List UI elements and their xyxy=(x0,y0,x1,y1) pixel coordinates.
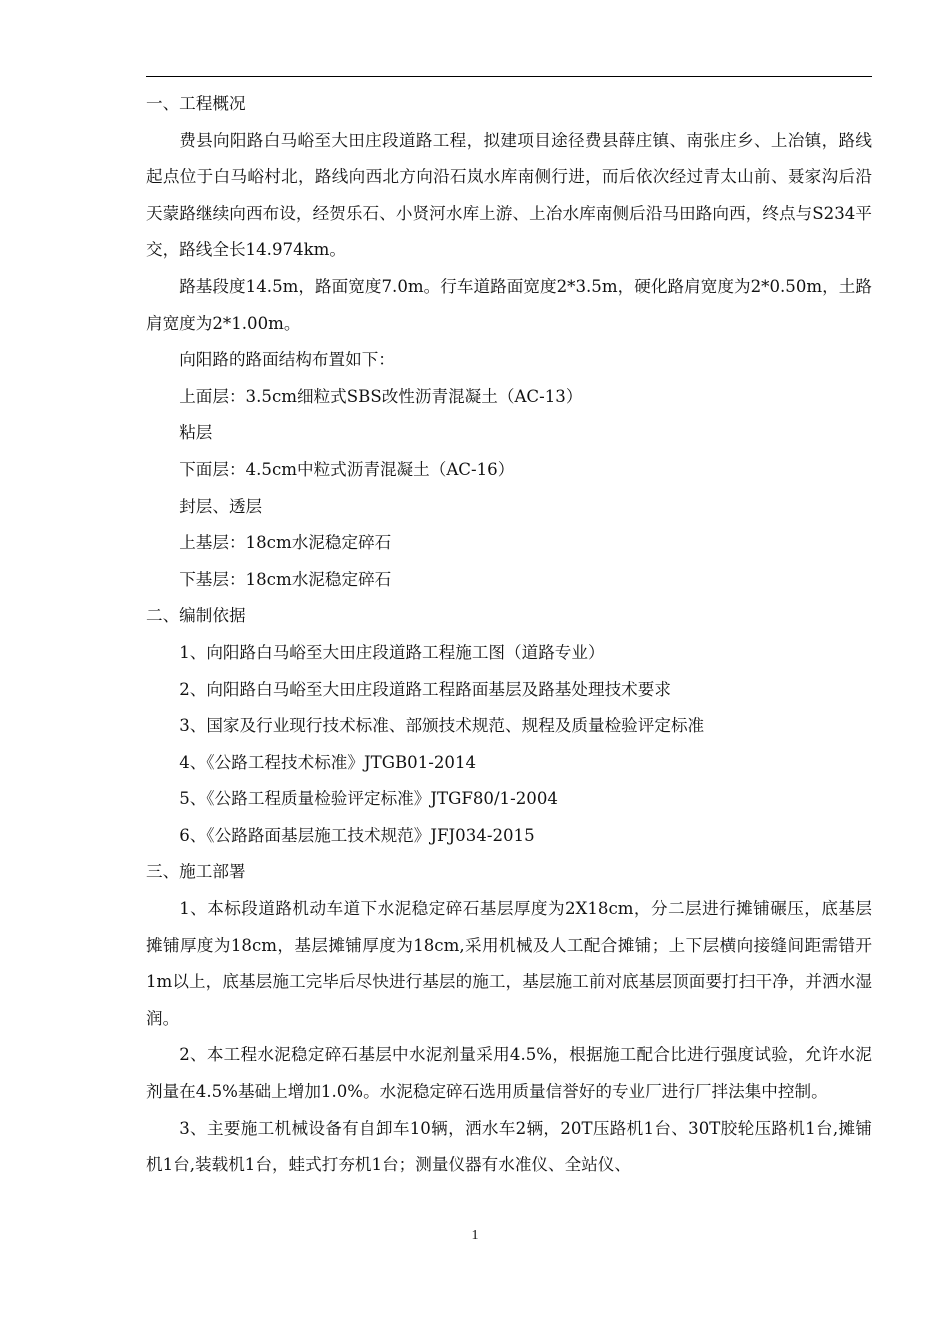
list-item: 1、向阳路白马峪至大田庄段道路工程施工图（道路专业） xyxy=(179,642,605,662)
list-item: 6、《公路路面基层施工技术规范》JFJ034-2015 xyxy=(179,825,535,845)
paragraph: 1、本标段道路机动车道下水泥稳定碎石基层厚度为2X18cm，分二层进行摊铺碾压，底基层摊铺厚度为18cm，基层摊铺厚度为18cm,采用机械及人工配合摊铺；上下层横向接缝间距需错开1m以上，底基层施工完毕后尽快进行基层的施工，基层施工前对底基层顶面要打扫干净，并洒水湿润。 xyxy=(146,899,872,1028)
paragraph: 路基段度14.5m，路面宽度7.0m。行车道路面宽度2*3.5m，硬化路肩宽度为2*0.50m，土路肩宽度为2*1.00m。 xyxy=(146,276,872,333)
paragraph: 上基层：18cm水泥稳定碎石 xyxy=(179,533,392,553)
document-body xyxy=(146,86,872,1184)
list-item: 4、《公路工程技术标准》JTGB01-2014 xyxy=(179,752,477,772)
section-heading-overview: 一、工程概况 xyxy=(146,94,246,113)
paragraph: 下基层：18cm水泥稳定碎石 xyxy=(179,569,392,589)
page-number: 1 xyxy=(471,1228,479,1243)
paragraph: 下面层：4.5cm中粒式沥青混凝土（AC-16） xyxy=(179,459,515,479)
list-item: 5、《公路工程质量检验评定标准》JTGF80/1-2004 xyxy=(179,789,558,809)
header-rule xyxy=(146,76,872,77)
paragraph: 向阳路的路面结构布置如下： xyxy=(179,350,395,370)
paragraph: 封层、透层 xyxy=(179,496,263,516)
paragraph: 粘层 xyxy=(179,423,213,443)
paragraph: 2、本工程水泥稳定碎石基层中水泥剂量采用4.5%，根据施工配合比进行强度试验，允许水泥剂量在4.5%基础上增加1.0%。水泥稳定碎石选用质量信誉好的专业厂进行厂拌法集中控制。 xyxy=(146,1045,872,1102)
section-heading-deployment: 三、施工部署 xyxy=(146,862,246,882)
list-item: 3、国家及行业现行技术标准、部颁技术规范、规程及质量检验评定标准 xyxy=(179,716,705,736)
paragraph: 上面层：3.5cm细粒式SBS改性沥青混凝土（AC-13） xyxy=(179,386,583,406)
paragraph: 费县向阳路白马峪至大田庄段道路工程，拟建项目途径费县薛庄镇、南张庄乡、上冶镇，路线起点位于白马峪村北，路线向西北方向沿石岚水库南侧行进，而后依次经过青太山前、聂家沟后沿天蒙路继续向西布设，经贺乐石、小贤河水库上游、上冶水库南侧后沿马田路向西，终点与S234平交，路线全长14.974km。 xyxy=(146,130,872,260)
paragraph: 3、主要施工机械设备有自卸车10辆，洒水车2辆，20T压路机1台、30T胶轮压路机1台,摊铺机1台,装载机1台，蛙式打夯机1台；测量仪器有水准仪、全站仪、 xyxy=(146,1118,872,1175)
list-item: 2、向阳路白马峪至大田庄段道路工程路面基层及路基处理技术要求 xyxy=(179,679,671,699)
section-heading-basis: 二、编制依据 xyxy=(146,606,246,626)
